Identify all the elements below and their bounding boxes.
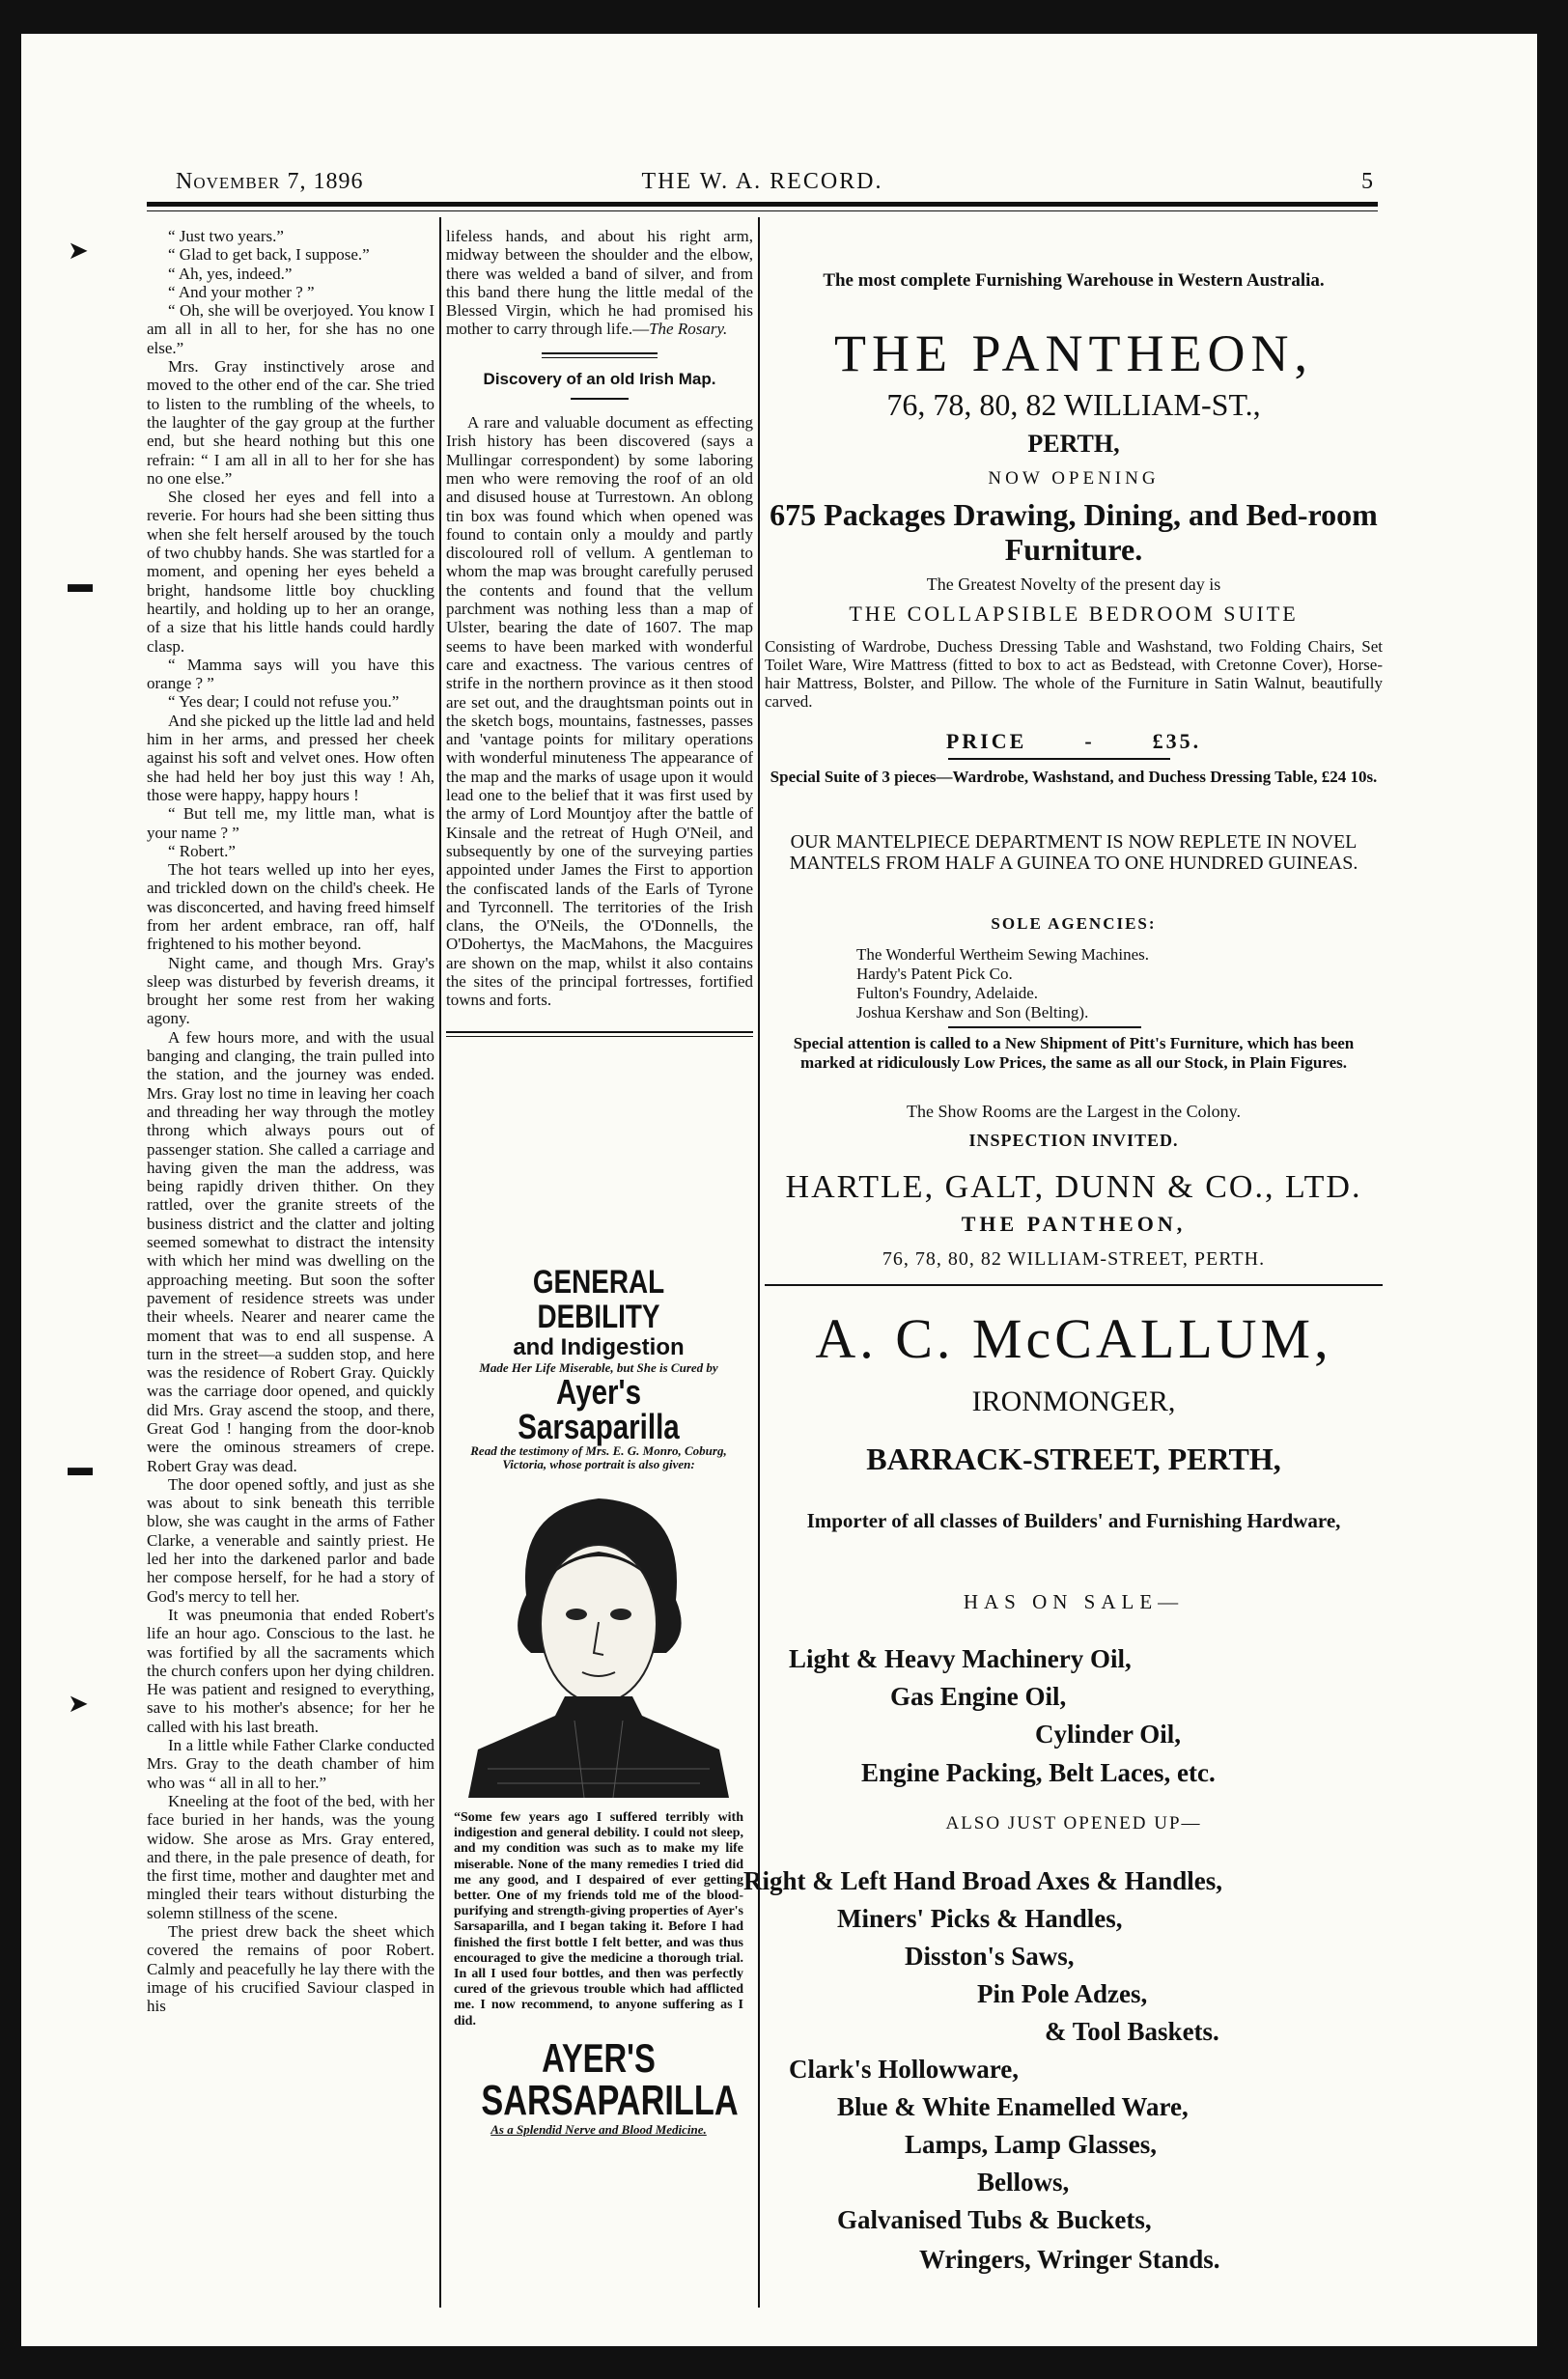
ad-footer-product: SARSAPARILLA — [481, 2076, 739, 2124]
pantheon-price — [765, 729, 1383, 754]
opened-item: Disston's Saws, — [905, 1942, 1075, 1971]
ad-footer-tag: As a Splendid Nerve and Blood Medicine. — [490, 2121, 707, 2137]
opened-item: Pin Pole Adzes, — [977, 1979, 1148, 2008]
margin-mark: ▬ — [68, 570, 93, 598]
mccallum-on-sale: HAS ON SALE— — [963, 1590, 1185, 1613]
story-paragraph: Night came, and though Mrs. Gray's sleep was disturbed by feverish dreams, it brought her some rest from her waking agony. — [147, 953, 434, 1028]
story-paragraph: It was pneumonia that ended Robert's life an hour ago. Conscious to the last. he was fortified by all the sacraments which the church confers upon her dying children. He was patient and resigned to everything, save to his mother's absence; for her he called with his last breath. — [147, 1605, 434, 1736]
story-paragraph: “ Glad to get back, I suppose.” — [168, 245, 370, 265]
story-paragraph: The door opened softly, and just as she was about to sink beneath this terrible blow, she was caught in the arms of Father Clarke, a venerable and saintly priest. He led her into the darkened parlor and bade her compose herself, for he had a story of God's mercy to tell her. — [147, 1474, 434, 1606]
sale-item: Light & Heavy Machinery Oil, — [789, 1644, 1132, 1673]
agencies-title: SOLE AGENCIES: — [991, 914, 1157, 933]
price-dash: - — [1084, 729, 1095, 753]
margin-mark: ➤ — [68, 1690, 89, 1718]
story-source: The Rosary. — [649, 320, 728, 339]
story-paragraph: “ Just two years.” — [168, 227, 284, 245]
story-paragraph: In a little while Father Clarke conducted Mrs. Gray to the death chamber of him who was “ all in all to her.” — [147, 1736, 434, 1792]
ad-separator — [765, 1284, 1383, 1286]
ad-testimony: “Some few years ago I suffered terribly with indigestion and general debility. I could not sleep, and my condition was such as to make my life miserable. None of the many remedies I tried did me any good, and I despaired of ever getting better. One of my friends told me of the blood-purifying and strength-giving properties of Ayer's Sarsaparilla, and I began taking it. Before I had finished the first bottle I felt better, and was thus encouraged to give the medicine a thorough trial. In all I used four bottles, and then was perfectly cured of the grievous trouble which had afflicted me. I now recommend, to anyone suffering as I did. — [454, 1810, 743, 2029]
story-paragraph: “ But tell me, my little man, what is your name ? ” — [147, 804, 434, 842]
opened-item: Right & Left Hand Broad Axes & Handles, — [743, 1866, 1223, 1895]
opened-item: Galvanised Tubs & Buckets, — [837, 2205, 1152, 2234]
price-label: PRICE — [945, 729, 1027, 753]
section-divider — [542, 352, 658, 358]
opened-item: Blue & White Enamelled Ware, — [837, 2092, 1189, 2121]
opened-item: Bellows, — [977, 2168, 1070, 2197]
agency-item: The Wonderful Wertheim Sewing Machines. — [856, 945, 1150, 964]
story-paragraph: “ Mamma says will you have this orange ? ” — [147, 655, 434, 693]
story-column — [147, 227, 434, 2308]
story-paragraph: Mrs. Gray instinctively arose and moved to the other end of the car. She tried to listen to the rumbling of the wheels, to the laughter of the gay group at the further end, but she heard nothing but this one refrain: “ I am all in all to her for she has no one else.” — [147, 357, 434, 488]
pantheon-top: The most complete Furnishing Warehouse in Western Australia. — [823, 270, 1325, 291]
section-divider — [571, 398, 629, 400]
agency-item: Joshua Kershaw and Son (Belting). — [856, 1003, 1089, 1022]
price-value: £35. — [1152, 729, 1202, 753]
story-paragraph: The hot tears welled up into her eyes, and trickled down on the child's cheek. He was disconcerted, and having freed himself from her ardent embrace, ran off, half frightened to his mother beyond. — [147, 860, 434, 954]
pantheon-firm-address: 76, 78, 80, 82 WILLIAM-STREET, PERTH. — [882, 1248, 1266, 1270]
story-paragraph: The priest drew back the sheet which covered the remains of poor Robert. Calmly and peacefully he lay there with the image of his crucified Saviour clasped in his — [147, 1922, 434, 2016]
opened-item: Clark's Hollowware, — [789, 2055, 1019, 2084]
sale-item: Cylinder Oil, — [1035, 1720, 1182, 1749]
issue-date: November 7, 1896 — [176, 169, 364, 194]
newspaper-page — [21, 34, 1537, 2346]
pantheon-inspection: INSPECTION INVITED. — [968, 1131, 1179, 1150]
article-body: A rare and valuable document as effecting Irish history has been discovered (says a Mullingar correspondent) by some laboring men who were removing the roof of an old and disused house at Turrestown. An oblong tin box was found which when opened was found to contain only a mouldy and partly discoloured roll of vellum. A gentleman to whom the map was brought carefully perused the contents and found that the vellum parchment was nothing less than a map of Ulster, bearing the date of 1607. The map seems to have been marked with wonderful care and exactness. The various centres of strife in the northern province as it then stood are set out, and the draughtsman points out in the sketch bogs, mountains, fastnesses, passes and 'vantage points for military operations with wonderful minuteness The appearance of the map and the marks of usage upon it would lead one to the belief that it was first used by the army of Lord Mountjoy after the battle of Kinsale and the retreat of Hugh O'Neil, and subsequently by one of the surveying parties appointed under James the First to apportion the confiscated lands of the Earls of Tyrone and Tyrconnell. The territories of the Irish clans, the O'Neils, the O'Donnells, the O'Dohertys, the MacMahons, the Macguires are shown on the map, whilst it also contains the sites of the principal fortresses, fortified towns and forts. — [446, 413, 753, 1010]
story-paragraph: “ And your mother ? ” — [168, 282, 315, 301]
story-paragraph: And she picked up the little lad and held him in her arms, and pressed her cheek against his soft and velvet ones. How often she had held her boy just this way ! Ah, those were happy, happy hours ! — [147, 711, 434, 804]
margin-mark: ▬ — [68, 1453, 93, 1481]
ad-footer-brand: AYER'S — [542, 2034, 656, 2081]
ad-product: Ayer's Sarsaparilla — [518, 1372, 680, 1446]
story-paragraph: “ Oh, she will be overjoyed. You know I am all in all to her, for she has no one else.” — [147, 301, 434, 357]
pantheon-mantel: OUR MANTELPIECE DEPARTMENT IS NOW REPLETE IN NOVEL MANTELS FROM HALF A GUINEA TO ONE HUNDRED GUINEAS. — [789, 831, 1358, 874]
mccallum-trade: IRONMONGER, — [971, 1385, 1176, 1417]
header-rule — [147, 202, 1378, 207]
column-rule-2 — [758, 217, 760, 2308]
mccallum-importer: Importer of all classes of Builders' and Furnishing Hardware, — [806, 1509, 1341, 1532]
ad-intro: Read the testimony of Mrs. E. G. Monro, Coburg, Victoria, whose portrait is also given: — [470, 1443, 727, 1471]
margin-mark: ➤ — [68, 237, 89, 265]
agency-item: Fulton's Foundry, Adelaide. — [856, 984, 1039, 1002]
pantheon-pitt: Special attention is called to a New Shipment of Pitt's Furniture, which has been marked at ridiculously Low Prices, the same as all our Stock, in Plain Figures. — [793, 1034, 1355, 1072]
agencies-list — [856, 945, 1358, 1022]
mccallum-name: A. C. McCALLUM, — [815, 1307, 1332, 1370]
opened-item: & Tool Baskets. — [1045, 2017, 1219, 2046]
pantheon-showrooms: The Show Rooms are the Largest in the Colony. — [907, 1102, 1241, 1121]
sale-item: Engine Packing, Belt Laces, etc. — [861, 1758, 1216, 1787]
story-paragraph: “ Ah, yes, indeed.” — [168, 264, 293, 283]
paper-title: THE W. A. RECORD. — [641, 169, 883, 194]
column-rule-1 — [439, 217, 441, 2308]
story-paragraph: Kneeling at the foot of the bed, with her face buried in her hands, was the young widow. She arose as Mrs. Gray entered, and there, in the pale presence of death, for the first time, mother and daughter met and mingled their tears without disturbing the solemn stillness of the scene. — [147, 1791, 434, 1922]
price-rule — [948, 758, 1170, 760]
pantheon-opening: NOW OPENING — [988, 468, 1160, 489]
section-divider — [446, 1031, 753, 1037]
pantheon-packages: 675 Packages Drawing, Dining, and Bed-room Furniture. — [770, 497, 1378, 567]
page-number: 5 — [1361, 169, 1373, 194]
agencies-rule — [948, 1026, 1141, 1028]
pantheon-city: PERTH, — [1027, 430, 1120, 458]
pantheon-name: THE PANTHEON, — [834, 324, 1313, 382]
mccallum-also: ALSO JUST OPENED UP— — [945, 1813, 1202, 1833]
mccallum-street: BARRACK-STREET, PERTH, — [866, 1441, 1281, 1476]
story-paragraph: “ Yes dear; I could not refuse you.” — [168, 692, 400, 712]
opened-item: Miners' Picks & Handles, — [837, 1904, 1123, 1933]
header-rule-thin — [147, 210, 1378, 211]
pantheon-special: Special Suite of 3 pieces—Wardrobe, Washstand, and Duchess Dressing Table, £24 10s. — [770, 768, 1378, 786]
sale-item: Gas Engine Oil, — [890, 1682, 1067, 1711]
portrait-engraving — [459, 1479, 739, 1798]
ad-headline: GENERAL DEBILITY — [532, 1265, 665, 1335]
pantheon-firm-sub: THE PANTHEON, — [961, 1212, 1187, 1236]
pantheon-suite-description: Consisting of Wardrobe, Duchess Dressing Table and Washstand, two Folding Chairs, Set Toilet Ware, Wire Mattress (fitted to box to act as Bedstead, with Cretonne Cover), Horse-hair Mattress, Bolster, and Pillow. The whole of the Furniture in Satin Walnut, beautifully carved. — [765, 637, 1383, 711]
opened-item: Wringers, Wringer Stands. — [919, 2245, 1220, 2274]
pantheon-address: 76, 78, 80, 82 WILLIAM-ST., — [886, 387, 1261, 422]
pantheon-firm: HARTLE, GALT, DUNN & CO., LTD. — [785, 1169, 1362, 1205]
opened-item: Lamps, Lamp Glasses, — [905, 2130, 1158, 2159]
ayers-advertisement — [448, 1265, 749, 2288]
page-header — [147, 169, 1378, 198]
ad-tagline: Made Her Life Miserable, but She is Cured by — [479, 1360, 718, 1375]
ad-subhead: and Indigestion — [513, 1334, 685, 1360]
pantheon-novelty: The Greatest Novelty of the present day is — [926, 574, 1221, 594]
story-continuation: lifeless hands, and about his right arm, midway between the shoulder and the elbow, there was welded a band of silver, and from this band there hung the little medal of the Blessed Virgin, which he had promised his mother to carry through life.—The Rosary. — [446, 227, 753, 339]
article-heading: Discovery of an old Irish Map. — [483, 369, 716, 388]
pantheon-suite: THE COLLAPSIBLE BEDROOM SUITE — [849, 602, 1299, 626]
agency-item: Hardy's Patent Pick Co. — [856, 965, 1013, 983]
story-paragraph: A few hours more, and with the usual banging and clanging, the train pulled into the station, and the journey was ended. Mrs. Gray lost no time in leaving her coach and threading her way through the motley throng which always pours out of passenger station. She called a carriage and having given the man the address, was being rapidly driven thither. On they rattled, over the granite streets of the business district and the clatter and jolting seemed somewhat to distract the intensity with which her mind was dwelling on the approaching meeting. But soon the softer pavement of residence streets was under their wheels. Nearer and nearer came the moment that was to end all suspense. A turn in the street—a sudden stop, and here was the residence of Robert Gray. Quickly was the carriage door opened, and quickly did Mrs. Gray ascend the stoop, and there, Great God ! hanging from the door-knob were the ominous streamers of crepe. Robert Gray was dead. — [147, 1027, 434, 1475]
middle-column — [446, 227, 753, 1260]
story-paragraph: She closed her eyes and fell into a reverie. For hours had she been sitting thus when she felt herself aroused by the touch of two chubby hands. She was startled for a moment, and opening her eyes beheld a bright, handsome little boy chuckling heartily, and holding up to her an orange, of a size that his little hands could hardly clasp. — [147, 488, 434, 656]
story-paragraph: “ Robert.” — [168, 841, 236, 860]
